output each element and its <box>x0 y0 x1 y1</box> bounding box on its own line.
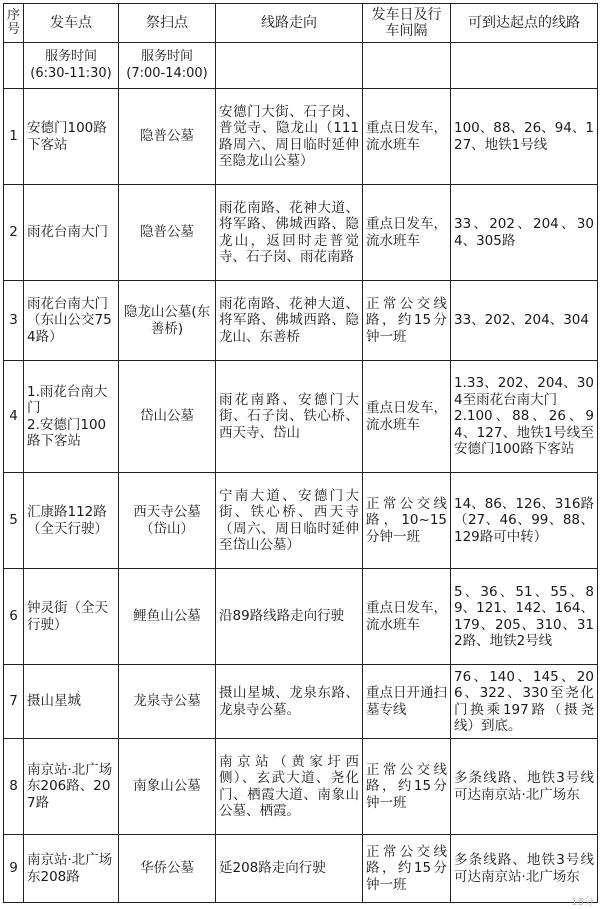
route-description: 南京站（黄家圩西侧）、玄武大道、尧化门、栖霞大道、南象山公墓、栖霞。 <box>216 739 363 835</box>
header-schedule: 发车日及行车间隔 <box>363 4 451 43</box>
schedule: 正常公交线路，约15分钟一班 <box>363 739 451 835</box>
bus-route-table <box>3 3 598 903</box>
connecting-lines: 76、140、145、206、322、330至尧化门换乘197路（摄尧线）到底。 <box>451 665 598 739</box>
schedule: 重点日发车，流水班车 <box>363 185 451 281</box>
schedule: 正常公交线路，约15分钟一班 <box>363 835 451 903</box>
row-number: 7 <box>4 665 24 739</box>
connecting-lines: 33、202、204、304 <box>451 281 598 361</box>
dest-service-hours: (7:00-14:00) <box>126 65 208 81</box>
connecting-lines: 1.33、202、204、304至雨花台南大门 2.100、88、26、94、127、地铁1号线至安德门100路下客站 <box>451 361 598 473</box>
row-number: 4 <box>4 361 24 473</box>
memorial-site: 隐普公墓 <box>119 185 216 281</box>
start-service-label: 服务时间 <box>44 49 97 64</box>
memorial-site: 隐龙山公墓(东善桥) <box>119 281 216 361</box>
header-route: 线路走向 <box>216 4 363 43</box>
schedule: 正常公交线路，约15分钟一班 <box>363 281 451 361</box>
header-no: 序号 <box>4 4 24 43</box>
start-point: 雨花台南大门（东山公交754路） <box>24 281 119 361</box>
route-description: 摄山星城、龙泉东路、龙泉寺公墓。 <box>216 665 363 739</box>
memorial-site: 西天寺公墓（岱山） <box>119 473 216 569</box>
start-point: 钟灵街（全天行驶） <box>24 569 119 665</box>
start-point: 摄山星城 <box>24 665 119 739</box>
connecting-lines: 33、202、204、304、305路 <box>451 185 598 281</box>
schedule: 正常公交线路，10~15分钟一班 <box>363 473 451 569</box>
memorial-site: 隐普公墓 <box>119 89 216 185</box>
header-row <box>4 4 598 43</box>
table-body <box>4 89 598 903</box>
route-description: 沿89路线路走向行驶 <box>216 569 363 665</box>
schedule: 重点日开通扫墓专线 <box>363 665 451 739</box>
dest-service-label: 服务时间 <box>140 49 193 64</box>
route-description: 雨花南路、花神大道、将军路、佛城西路、隐龙山，返回时走普觉寺、石子岗、雨花南路 <box>216 185 363 281</box>
start-point: 汇康路112路（全天行驶） <box>24 473 119 569</box>
header-memorial-site: 祭扫点 <box>119 4 216 43</box>
row-number: 8 <box>4 739 24 835</box>
table-row <box>4 361 598 473</box>
memorial-site: 岱山公墓 <box>119 361 216 473</box>
row-number: 6 <box>4 569 24 665</box>
route-description: 雨花南路、花神大道、将军路、佛城西路、隐龙山、东善桥 <box>216 281 363 361</box>
table-row <box>4 835 598 903</box>
route-description: 雨花南路、安德门大街、石子岗、铁心桥、西天寺、岱山 <box>216 361 363 473</box>
start-point: 南京站·北广场东206路、207路 <box>24 739 119 835</box>
start-service-hours: (6:30-11:30) <box>30 65 112 81</box>
row-number: 5 <box>4 473 24 569</box>
service-time-row <box>4 43 598 89</box>
start-point: 1.雨花台南大门 2.安德门100路下客站 <box>24 361 119 473</box>
schedule: 重点日发车，流水班车 <box>363 361 451 473</box>
start-service-time <box>24 43 119 89</box>
table-row <box>4 281 598 361</box>
connecting-lines: 14、86、126、316路（27、46、99、88、129路可中转） <box>451 473 598 569</box>
schedule: 重点日发车，流水班车 <box>363 89 451 185</box>
connecting-lines: 多条线路、地铁3号线可达南京站·北广场东 <box>451 739 598 835</box>
row-number: 3 <box>4 281 24 361</box>
memorial-site: 华侨公墓 <box>119 835 216 903</box>
start-point: 南京站·北广场东208路 <box>24 835 119 903</box>
route-description: 宁南大道、安德门大街、铁心桥、西天寺（周六、周日临时延伸至岱山公墓） <box>216 473 363 569</box>
row-number: 9 <box>4 835 24 903</box>
table-row <box>4 569 598 665</box>
memorial-site: 鲤鱼山公墓 <box>119 569 216 665</box>
header-connecting-lines: 可到达起点的线路 <box>451 4 598 43</box>
dest-service-time <box>119 43 216 89</box>
connecting-lines: 100、88、26、94、127、地铁1号线 <box>451 89 598 185</box>
route-description: 延208路走向行驶 <box>216 835 363 903</box>
memorial-site: 龙泉寺公墓 <box>119 665 216 739</box>
watermark: 15分 <box>571 897 594 908</box>
schedule: 重点日发车，流水班车 <box>363 569 451 665</box>
table-row <box>4 739 598 835</box>
start-point: 安德门100路下客站 <box>24 89 119 185</box>
table-row <box>4 665 598 739</box>
table-row <box>4 89 598 185</box>
route-description: 安德门大街、石子岗、普觉寺、隐龙山（111路周六、周日临时延伸至隐龙山公墓） <box>216 89 363 185</box>
table-row <box>4 473 598 569</box>
row-number: 2 <box>4 185 24 281</box>
memorial-site: 南象山公墓 <box>119 739 216 835</box>
connecting-lines: 5、36、51、55、89、121、142、164、179、205、310、312路、地铁2号线 <box>451 569 598 665</box>
start-point: 雨花台南大门 <box>24 185 119 281</box>
row-number: 1 <box>4 89 24 185</box>
header-start-point: 发车点 <box>24 4 119 43</box>
connecting-lines: 多条线路、地铁3号线可达南京站·北广场东 <box>451 835 598 903</box>
table-row <box>4 185 598 281</box>
